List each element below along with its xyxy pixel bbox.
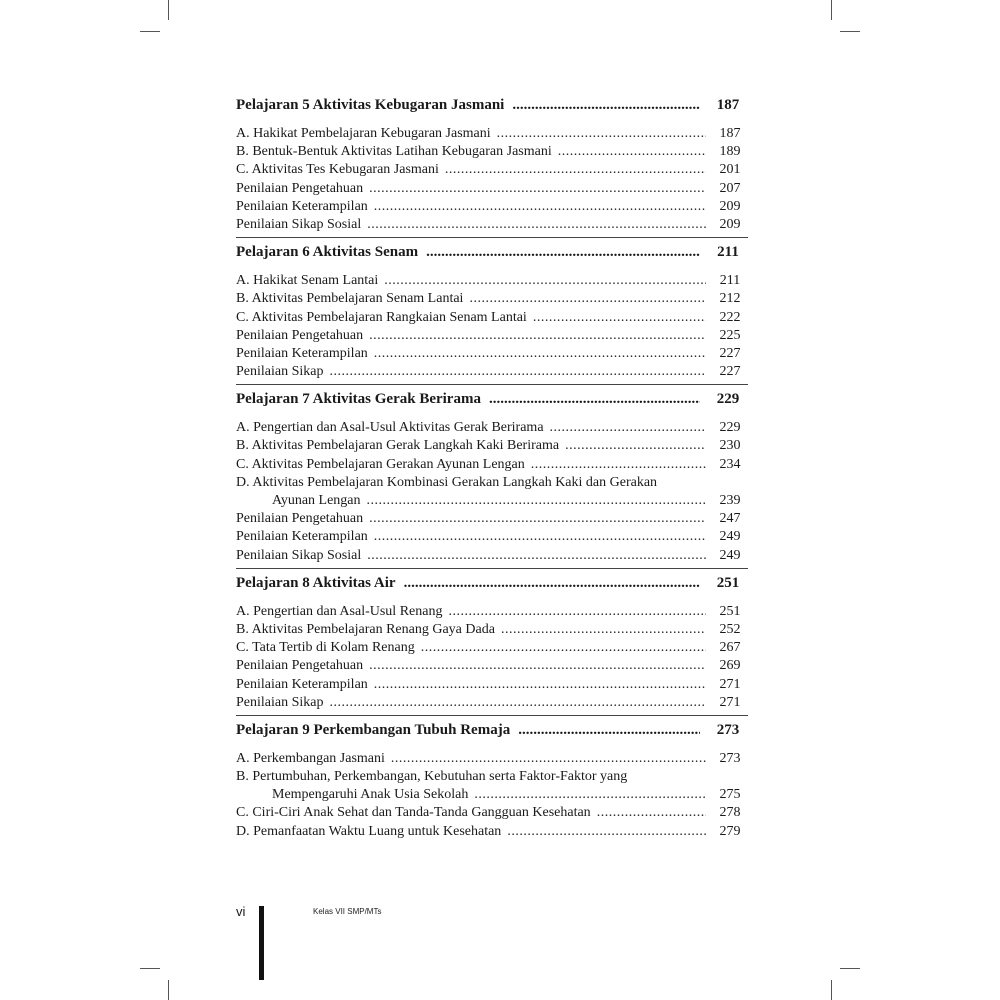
toc-entry[interactable] xyxy=(236,474,748,492)
section-page-number: 273 xyxy=(716,721,740,738)
entry-page-number: 249 xyxy=(719,529,741,545)
leader-dots xyxy=(474,786,706,804)
section-heading[interactable] xyxy=(236,391,748,413)
entry-title: D. Pemanfaatan Waktu Luang untuk Kesehatan xyxy=(236,823,502,839)
leader-dots xyxy=(369,657,706,675)
leader-dots xyxy=(330,694,707,712)
entry-page-number: 273 xyxy=(719,750,741,766)
toc-entry[interactable] xyxy=(236,125,748,143)
leader-dots xyxy=(512,97,700,114)
entry-title: C. Aktivitas Tes Kebugaran Jasmani xyxy=(236,162,439,178)
entry-title: A. Hakikat Pembelajaran Kebugaran Jasmani xyxy=(236,126,491,141)
leader-dots xyxy=(550,419,706,437)
entry-page-number: 278 xyxy=(719,805,741,821)
entry-page-number: 275 xyxy=(719,787,741,803)
toc-entry[interactable] xyxy=(236,216,748,234)
leader-dots xyxy=(533,309,706,327)
entry-title: Penilaian Keterampilan xyxy=(236,676,368,692)
entry-title: Penilaian Keterampilan xyxy=(236,529,368,545)
leader-dots xyxy=(421,639,706,657)
leader-dots xyxy=(507,823,706,841)
toc-entry[interactable] xyxy=(236,143,748,161)
toc-entry[interactable] xyxy=(236,363,748,381)
toc-entry[interactable] xyxy=(236,510,748,528)
entry-page-number: 271 xyxy=(719,694,741,710)
entry-page-number: 211 xyxy=(719,273,741,289)
crop-mark xyxy=(840,968,860,969)
toc-entry[interactable] xyxy=(236,309,748,327)
toc-entry-continuation[interactable] xyxy=(236,786,748,804)
leader-dots xyxy=(558,143,706,161)
entry-title: Penilaian Keterampilan xyxy=(236,198,368,214)
section-page-number: 211 xyxy=(717,244,739,261)
toc-entry[interactable] xyxy=(236,180,748,198)
entry-title: A. Pengertian dan Asal-Usul Aktivitas Gerak Berirama xyxy=(236,420,544,436)
entry-title: Penilaian Sikap Sosial xyxy=(236,216,362,232)
page-number: vi xyxy=(236,904,246,919)
entry-page-number: 209 xyxy=(719,216,741,232)
toc-entry[interactable] xyxy=(236,657,748,675)
leader-dots xyxy=(531,456,706,474)
leader-dots xyxy=(404,575,700,592)
entry-page-number: 279 xyxy=(719,823,741,839)
entry-page-number: 209 xyxy=(719,198,741,214)
leader-dots xyxy=(384,272,706,290)
crop-mark xyxy=(168,0,169,20)
leader-dots xyxy=(367,547,706,565)
entry-page-number: 227 xyxy=(719,345,741,361)
leader-dots xyxy=(448,603,706,621)
entry-page-number: 225 xyxy=(719,327,741,343)
section-title: Pelajaran 8 Aktivitas Air xyxy=(236,574,396,591)
entry-page-number: 239 xyxy=(719,493,741,508)
entry-page-number: 271 xyxy=(719,676,741,692)
entry-title: B. Pertumbuhan, Perkembangan, Kebutuhan serta Faktor-Faktor yang xyxy=(236,769,628,785)
section-heading[interactable] xyxy=(236,244,748,266)
toc-entry[interactable] xyxy=(236,437,748,455)
section-heading[interactable] xyxy=(236,575,748,597)
leader-dots xyxy=(367,492,706,510)
entry-title: Penilaian Pengetahuan xyxy=(236,658,364,674)
leader-dots xyxy=(369,510,706,528)
entry-page-number: 230 xyxy=(719,438,741,454)
section-heading[interactable] xyxy=(236,722,748,744)
crop-mark xyxy=(140,31,160,32)
leader-dots xyxy=(597,804,706,822)
entry-title: A. Pengertian dan Asal-Usul Renang xyxy=(236,603,443,619)
leader-dots xyxy=(374,528,706,546)
leader-dots xyxy=(426,244,700,261)
entry-page-number: 222 xyxy=(719,309,741,325)
leader-dots xyxy=(565,437,706,455)
toc-entry[interactable] xyxy=(236,804,748,822)
section-heading[interactable] xyxy=(236,97,748,119)
entry-page-number: 247 xyxy=(719,511,741,527)
toc-section xyxy=(236,722,748,844)
leader-dots xyxy=(330,363,707,381)
entry-page-number: 249 xyxy=(719,547,741,563)
entry-title: A. Perkembangan Jasmani xyxy=(236,750,385,766)
footer-bar xyxy=(259,906,264,980)
toc-section xyxy=(236,97,748,238)
entry-page-number: 207 xyxy=(719,180,741,196)
toc-entry[interactable] xyxy=(236,272,748,290)
leader-dots xyxy=(369,327,706,345)
entry-page-number: 252 xyxy=(719,621,741,637)
table-of-contents xyxy=(236,95,748,850)
toc-entry[interactable] xyxy=(236,161,748,179)
section-title: Pelajaran 6 Aktivitas Senam xyxy=(236,244,419,261)
toc-entry[interactable] xyxy=(236,768,748,786)
leader-dots xyxy=(469,290,706,308)
leader-dots xyxy=(518,722,700,739)
toc-entry-continuation[interactable] xyxy=(236,492,748,510)
entry-title: B. Bentuk-Bentuk Aktivitas Latihan Kebugaran Jasmani xyxy=(236,144,552,160)
leader-dots xyxy=(369,180,706,198)
toc-entry[interactable] xyxy=(236,547,748,565)
toc-entry[interactable] xyxy=(236,621,748,639)
entry-title: B. Aktivitas Pembelajaran Gerak Langkah Kaki Berirama xyxy=(236,438,560,454)
entry-title: Penilaian Sikap Sosial xyxy=(236,547,362,563)
running-title: Kelas VII SMP/MTs xyxy=(313,907,382,916)
entry-title: Penilaian Pengetahuan xyxy=(236,180,364,196)
leader-dots xyxy=(374,345,706,363)
section-page-number: 251 xyxy=(716,574,740,591)
toc-entry[interactable] xyxy=(236,198,748,216)
toc-entry[interactable] xyxy=(236,603,748,621)
entry-title: A. Hakikat Senam Lantai xyxy=(236,273,379,289)
entry-title: C. Tata Tertib di Kolam Renang xyxy=(236,640,415,656)
crop-mark xyxy=(831,980,832,1000)
section-title: Pelajaran 5 Aktivitas Kebugaran Jasmani xyxy=(236,97,505,113)
entry-title: C. Ciri-Ciri Anak Sehat dan Tanda-Tanda Gangguan Kesehatan xyxy=(236,805,591,821)
entry-title: C. Aktivitas Pembelajaran Gerakan Ayunan Lengan xyxy=(236,456,525,472)
entry-page-number: 269 xyxy=(719,658,741,674)
entry-page-number: 229 xyxy=(719,420,741,436)
section-page-number: 187 xyxy=(716,97,740,113)
entry-page-number: 267 xyxy=(719,640,741,656)
toc-entry[interactable] xyxy=(236,419,748,437)
toc-entry[interactable] xyxy=(236,327,748,345)
section-page-number: 229 xyxy=(716,391,740,408)
leader-dots xyxy=(367,216,706,234)
entry-title-continued: Mempengaruhi Anak Usia Sekolah xyxy=(272,787,469,803)
toc-entry[interactable] xyxy=(236,823,748,841)
entry-page-number: 227 xyxy=(719,364,741,380)
section-title: Pelajaran 9 Perkembangan Tubuh Remaja xyxy=(236,721,511,738)
crop-mark xyxy=(140,968,160,969)
entry-title: C. Aktivitas Pembelajaran Rangkaian Senam Lantai xyxy=(236,309,527,325)
toc-entry[interactable] xyxy=(236,290,748,308)
leader-dots xyxy=(445,161,706,179)
toc-entry[interactable] xyxy=(236,750,748,768)
entry-title: Penilaian Sikap xyxy=(236,364,324,380)
toc-entry[interactable] xyxy=(236,456,748,474)
toc-section xyxy=(236,391,748,569)
toc-entry[interactable] xyxy=(236,694,748,712)
entry-page-number: 189 xyxy=(719,144,741,160)
entry-title: B. Aktivitas Pembelajaran Senam Lantai xyxy=(236,291,464,307)
entry-page-number: 201 xyxy=(719,162,741,178)
toc-entry[interactable] xyxy=(236,676,748,694)
toc-entry[interactable] xyxy=(236,345,748,363)
entry-page-number: 212 xyxy=(719,291,741,307)
leader-dots xyxy=(374,676,706,694)
leader-dots xyxy=(501,621,706,639)
entry-title-continued: Ayunan Lengan xyxy=(272,493,361,508)
toc-entry[interactable] xyxy=(236,528,748,546)
leader-dots xyxy=(489,391,700,408)
entry-title: Penilaian Sikap xyxy=(236,694,324,710)
entry-page-number: 251 xyxy=(719,603,741,619)
entry-title: Penilaian Pengetahuan xyxy=(236,327,364,343)
entry-page-number: 234 xyxy=(719,456,741,472)
toc-entry[interactable] xyxy=(236,639,748,657)
section-title: Pelajaran 7 Aktivitas Gerak Berirama xyxy=(236,391,481,408)
toc-section xyxy=(236,575,748,716)
crop-mark xyxy=(168,980,169,1000)
toc-section xyxy=(236,244,748,385)
leader-dots xyxy=(391,750,706,768)
crop-mark xyxy=(840,31,860,32)
entry-title: B. Aktivitas Pembelajaran Renang Gaya Dada xyxy=(236,621,495,637)
entry-title: D. Aktivitas Pembelajaran Kombinasi Gerakan Langkah Kaki dan Gerakan xyxy=(236,474,658,490)
leader-dots xyxy=(374,198,706,216)
leader-dots xyxy=(497,125,706,143)
entry-title: Penilaian Pengetahuan xyxy=(236,511,364,527)
crop-mark xyxy=(831,0,832,20)
entry-title: Penilaian Keterampilan xyxy=(236,345,368,361)
entry-page-number: 187 xyxy=(719,126,741,141)
